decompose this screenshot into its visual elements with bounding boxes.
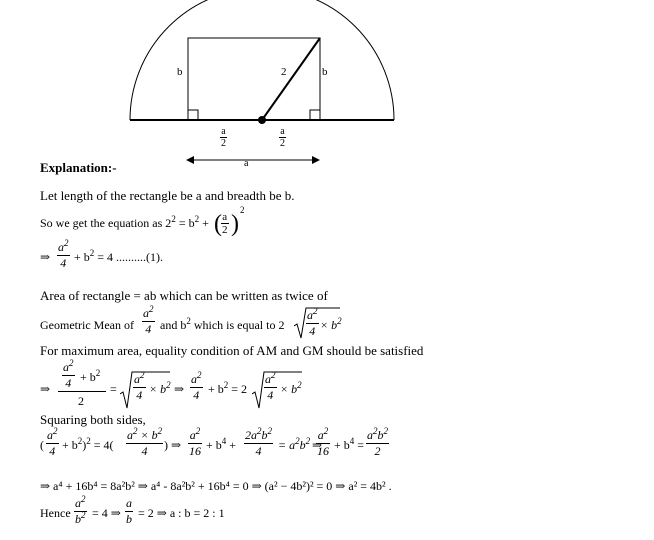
equation-line-9: ( $\frac{a^2}{4}$ + $b^2)^2 = 4$( $\frac{a^2 \times b^2}{4}$ ) ⇒ $\frac{a^2}{16}$ + $b^4$ + $\frac{2a^2b^2}{4}$ = $a^2b^2$ ⇒ $\frac{a^2}{16}$ + $b^4$ = $\frac{a^2b^2}{2}$: [40, 426, 388, 458]
center-point: [258, 116, 266, 124]
equation-line-5: Geometric Mean of $\frac{a^2}{4}$ and $b^2$ which is equal to 2 $\frac{a^2}{4}$ × $b^2$: [40, 304, 342, 338]
inscribed-rectangle: [188, 38, 320, 120]
equation-line-2: So we get the equation as $2^2 = b^2$ + ( $\frac{a}{2}$ ) 2: [40, 205, 245, 237]
label-b-left: b: [177, 66, 183, 78]
line-8: Squaring both sides,: [40, 412, 146, 427]
explanation-heading: Explanation:-: [40, 160, 117, 175]
semicircle-arc: [130, 0, 394, 120]
line-4: Area of rectangle = ab which can be written as twice of: [40, 288, 328, 303]
equation-line-3: ⇒ $\frac{a^2}{4}$ + $b^2 = 4$ ..........(1).: [40, 238, 164, 270]
width-arrow-left-head: [186, 156, 194, 164]
radius-line: [262, 38, 320, 120]
line-1: Let length of the rectangle be a and breadth be b.: [40, 188, 295, 203]
line-10: ⇒ a⁴ + 16b⁴ = 8a²b² ⇒ a⁴ - 8a²b² + 16b⁴ = 0 ⇒ (a² − 4b²)² = 0 ⇒ a² = 4b² .: [40, 479, 392, 493]
right-angle-marker-right: [310, 110, 320, 120]
line-6: For maximum area, equality condition of AM and GM should be satisfied: [40, 343, 424, 358]
right-angle-marker-left: [188, 110, 198, 120]
semicircle-rectangle-figure: [0, 0, 654, 180]
width-arrow-right-head: [312, 156, 320, 164]
label-a: a: [244, 158, 249, 169]
label-half-a-left: $\frac{a}{2}$: [221, 126, 226, 149]
label-b-right: b: [322, 66, 328, 78]
equation-line-7: ⇒ $\frac{a^2}{4}$ + $b^2$ 2 = $\frac{a^2}{4}$ × $b^2$ ⇒ $\frac{a^2}{4}$ + $b^2 = 2$ $\frac{a^2}{4}$ × $b^2$: [40, 358, 302, 408]
label-half-a-right: $\frac{a}{2}$: [280, 126, 285, 149]
equation-line-11: Hence $\frac{a^2}{b^2}$ = 4 ⇒ $\frac{a}{b}$ = 2 ⇒ a : b = 2 : 1: [40, 494, 225, 526]
label-radius: 2: [281, 66, 287, 78]
